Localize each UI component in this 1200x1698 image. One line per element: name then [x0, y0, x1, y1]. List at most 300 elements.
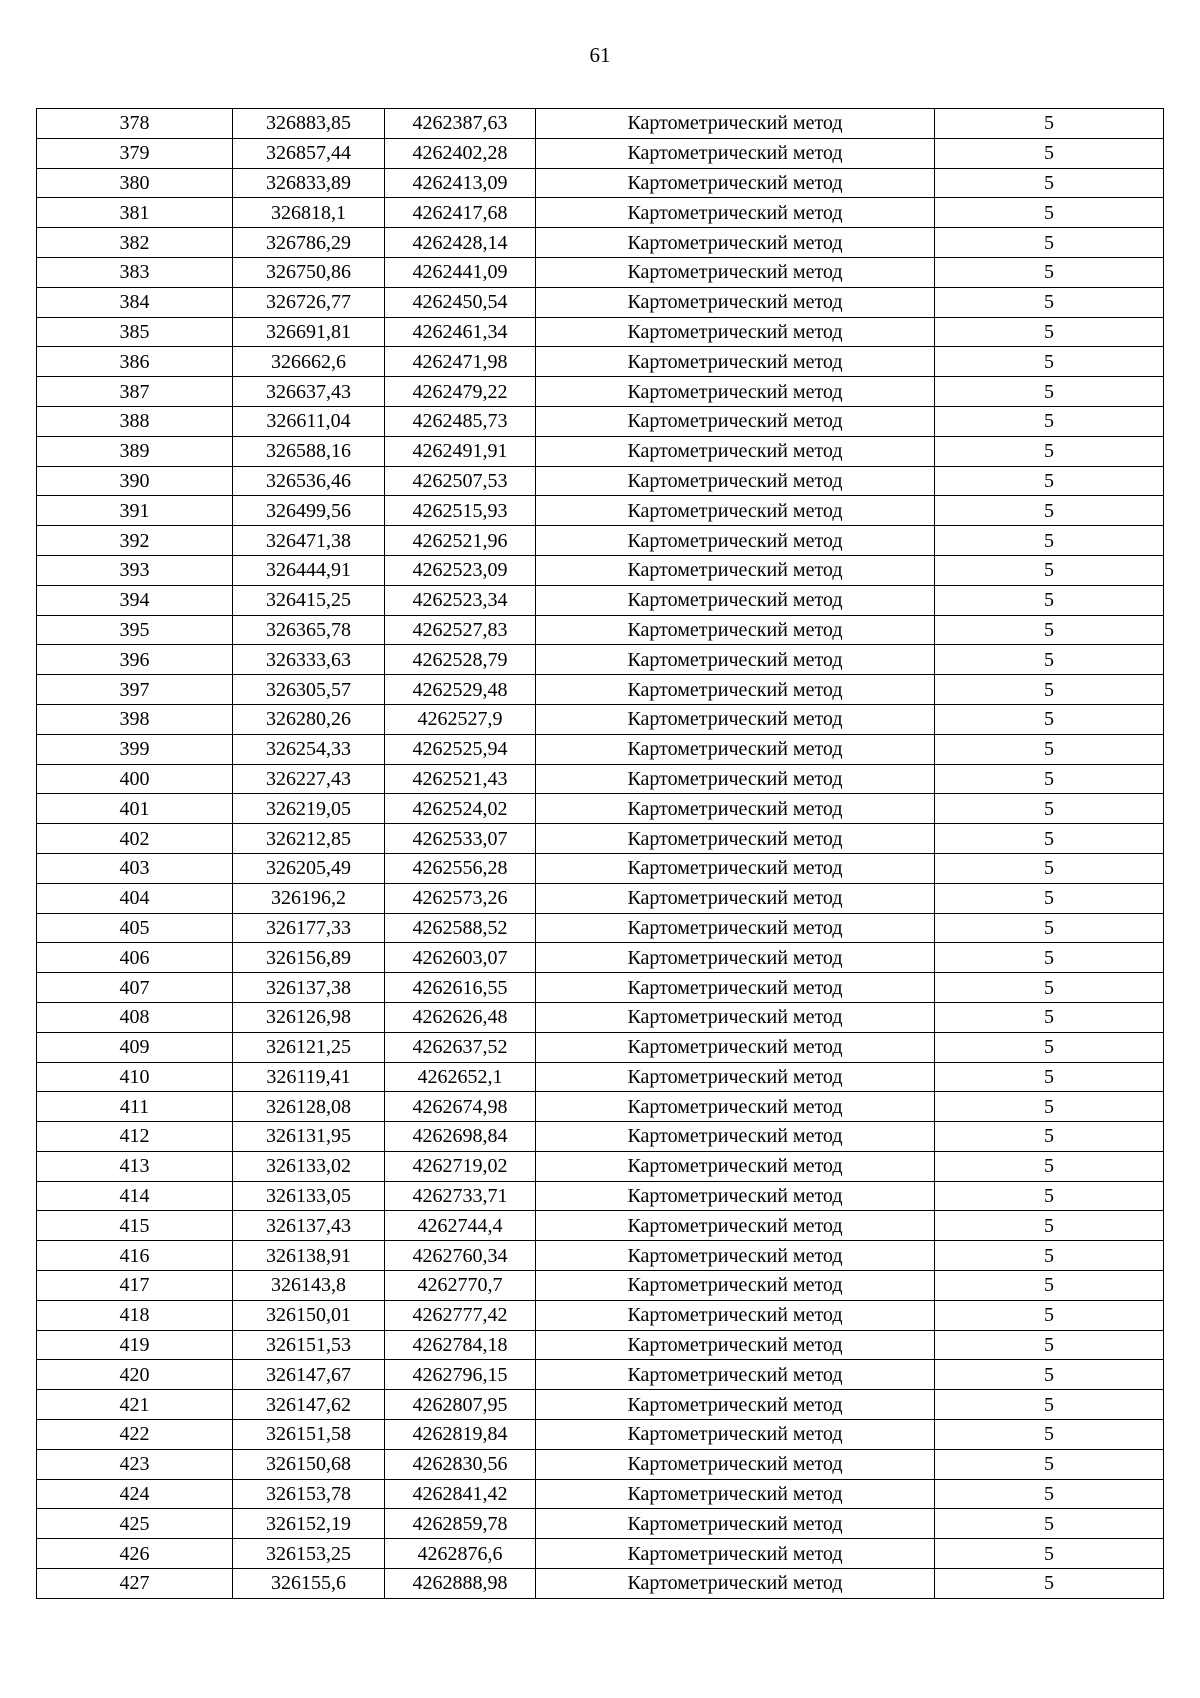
accuracy-cell: 5 [935, 287, 1164, 317]
accuracy-cell: 5 [935, 436, 1164, 466]
x-coordinate-cell: 326153,25 [233, 1539, 385, 1569]
y-coordinate-cell: 4262441,09 [385, 257, 536, 287]
y-coordinate-cell: 4262859,78 [385, 1509, 536, 1539]
accuracy-cell: 5 [935, 615, 1164, 645]
y-coordinate-cell: 4262527,83 [385, 615, 536, 645]
method-cell: Картометрический метод [536, 168, 935, 198]
x-coordinate-cell: 326212,85 [233, 824, 385, 854]
point-number-cell: 403 [37, 853, 233, 883]
accuracy-cell: 5 [935, 853, 1164, 883]
table-row [37, 943, 1164, 973]
x-coordinate-cell: 326227,43 [233, 764, 385, 794]
accuracy-cell: 5 [935, 138, 1164, 168]
y-coordinate-cell: 4262652,1 [385, 1062, 536, 1092]
accuracy-cell: 5 [935, 973, 1164, 1003]
accuracy-cell: 5 [935, 317, 1164, 347]
x-coordinate-cell: 326131,95 [233, 1122, 385, 1152]
method-cell: Картометрический метод [536, 377, 935, 407]
y-coordinate-cell: 4262491,91 [385, 436, 536, 466]
y-coordinate-cell: 4262528,79 [385, 645, 536, 675]
point-number-cell: 425 [37, 1509, 233, 1539]
table-row [37, 1032, 1164, 1062]
table-row [37, 913, 1164, 943]
method-cell: Картометрический метод [536, 764, 935, 794]
x-coordinate-cell: 326155,6 [233, 1569, 385, 1599]
table-row [37, 585, 1164, 615]
point-number-cell: 380 [37, 168, 233, 198]
y-coordinate-cell: 4262515,93 [385, 496, 536, 526]
accuracy-cell: 5 [935, 257, 1164, 287]
x-coordinate-cell: 326156,89 [233, 943, 385, 973]
accuracy-cell: 5 [935, 1330, 1164, 1360]
table-row [37, 853, 1164, 883]
x-coordinate-cell: 326121,25 [233, 1032, 385, 1062]
point-number-cell: 383 [37, 257, 233, 287]
accuracy-cell: 5 [935, 109, 1164, 139]
accuracy-cell: 5 [935, 198, 1164, 228]
y-coordinate-cell: 4262796,15 [385, 1360, 536, 1390]
y-coordinate-cell: 4262819,84 [385, 1420, 536, 1450]
x-coordinate-cell: 326137,38 [233, 973, 385, 1003]
x-coordinate-cell: 326365,78 [233, 615, 385, 645]
x-coordinate-cell: 326818,1 [233, 198, 385, 228]
table-row [37, 883, 1164, 913]
accuracy-cell: 5 [935, 1420, 1164, 1450]
point-number-cell: 408 [37, 1002, 233, 1032]
accuracy-cell: 5 [935, 228, 1164, 258]
accuracy-cell: 5 [935, 377, 1164, 407]
x-coordinate-cell: 326153,78 [233, 1479, 385, 1509]
y-coordinate-cell: 4262841,42 [385, 1479, 536, 1509]
y-coordinate-cell: 4262616,55 [385, 973, 536, 1003]
method-cell: Картометрический метод [536, 496, 935, 526]
point-number-cell: 382 [37, 228, 233, 258]
x-coordinate-cell: 326138,91 [233, 1241, 385, 1271]
point-number-cell: 424 [37, 1479, 233, 1509]
x-coordinate-cell: 326133,05 [233, 1181, 385, 1211]
table-row [37, 1151, 1164, 1181]
point-number-cell: 385 [37, 317, 233, 347]
y-coordinate-cell: 4262760,34 [385, 1241, 536, 1271]
point-number-cell: 401 [37, 794, 233, 824]
point-number-cell: 394 [37, 585, 233, 615]
method-cell: Картометрический метод [536, 1569, 935, 1599]
table-row [37, 257, 1164, 287]
table-row [37, 1300, 1164, 1330]
point-number-cell: 400 [37, 764, 233, 794]
x-coordinate-cell: 326588,16 [233, 436, 385, 466]
point-number-cell: 390 [37, 466, 233, 496]
y-coordinate-cell: 4262698,84 [385, 1122, 536, 1152]
table-row [37, 675, 1164, 705]
table-row [37, 1241, 1164, 1271]
table-row [37, 287, 1164, 317]
table-row [37, 377, 1164, 407]
table-row [37, 168, 1164, 198]
x-coordinate-cell: 326119,41 [233, 1062, 385, 1092]
table-row [37, 734, 1164, 764]
coordinates-table-body [37, 109, 1164, 1599]
table-row [37, 526, 1164, 556]
point-number-cell: 378 [37, 109, 233, 139]
x-coordinate-cell: 326662,6 [233, 347, 385, 377]
y-coordinate-cell: 4262573,26 [385, 883, 536, 913]
x-coordinate-cell: 326147,62 [233, 1390, 385, 1420]
x-coordinate-cell: 326415,25 [233, 585, 385, 615]
table-row [37, 1539, 1164, 1569]
table-row [37, 496, 1164, 526]
method-cell: Картометрический метод [536, 615, 935, 645]
accuracy-cell: 5 [935, 1300, 1164, 1330]
method-cell: Картометрический метод [536, 1062, 935, 1092]
method-cell: Картометрический метод [536, 257, 935, 287]
x-coordinate-cell: 326750,86 [233, 257, 385, 287]
point-number-cell: 410 [37, 1062, 233, 1092]
method-cell: Картометрический метод [536, 198, 935, 228]
accuracy-cell: 5 [935, 526, 1164, 556]
y-coordinate-cell: 4262471,98 [385, 347, 536, 377]
coordinates-table [36, 108, 1164, 1599]
point-number-cell: 387 [37, 377, 233, 407]
accuracy-cell: 5 [935, 1211, 1164, 1241]
x-coordinate-cell: 326133,02 [233, 1151, 385, 1181]
point-number-cell: 419 [37, 1330, 233, 1360]
point-number-cell: 427 [37, 1569, 233, 1599]
method-cell: Картометрический метод [536, 883, 935, 913]
x-coordinate-cell: 326137,43 [233, 1211, 385, 1241]
method-cell: Картометрический метод [536, 1032, 935, 1062]
y-coordinate-cell: 4262485,73 [385, 406, 536, 436]
accuracy-cell: 5 [935, 734, 1164, 764]
x-coordinate-cell: 326128,08 [233, 1092, 385, 1122]
y-coordinate-cell: 4262387,63 [385, 109, 536, 139]
x-coordinate-cell: 326883,85 [233, 109, 385, 139]
y-coordinate-cell: 4262588,52 [385, 913, 536, 943]
table-row [37, 1360, 1164, 1390]
table-row [37, 1420, 1164, 1450]
method-cell: Картометрический метод [536, 1002, 935, 1032]
y-coordinate-cell: 4262876,6 [385, 1539, 536, 1569]
point-number-cell: 396 [37, 645, 233, 675]
method-cell: Картометрический метод [536, 734, 935, 764]
method-cell: Картометрический метод [536, 585, 935, 615]
x-coordinate-cell: 326611,04 [233, 406, 385, 436]
table-row [37, 1330, 1164, 1360]
y-coordinate-cell: 4262733,71 [385, 1181, 536, 1211]
x-coordinate-cell: 326147,67 [233, 1360, 385, 1390]
accuracy-cell: 5 [935, 645, 1164, 675]
method-cell: Картометрический метод [536, 1211, 935, 1241]
accuracy-cell: 5 [935, 1032, 1164, 1062]
table-row [37, 317, 1164, 347]
y-coordinate-cell: 4262807,95 [385, 1390, 536, 1420]
point-number-cell: 384 [37, 287, 233, 317]
x-coordinate-cell: 326637,43 [233, 377, 385, 407]
method-cell: Картометрический метод [536, 555, 935, 585]
point-number-cell: 389 [37, 436, 233, 466]
table-row [37, 109, 1164, 139]
table-row [37, 615, 1164, 645]
table-row [37, 764, 1164, 794]
point-number-cell: 405 [37, 913, 233, 943]
point-number-cell: 413 [37, 1151, 233, 1181]
point-number-cell: 423 [37, 1449, 233, 1479]
x-coordinate-cell: 326536,46 [233, 466, 385, 496]
table-row [37, 138, 1164, 168]
x-coordinate-cell: 326691,81 [233, 317, 385, 347]
point-number-cell: 399 [37, 734, 233, 764]
x-coordinate-cell: 326499,56 [233, 496, 385, 526]
y-coordinate-cell: 4262479,22 [385, 377, 536, 407]
accuracy-cell: 5 [935, 1151, 1164, 1181]
method-cell: Картометрический метод [536, 943, 935, 973]
accuracy-cell: 5 [935, 555, 1164, 585]
accuracy-cell: 5 [935, 794, 1164, 824]
point-number-cell: 386 [37, 347, 233, 377]
point-number-cell: 412 [37, 1122, 233, 1152]
table-row [37, 794, 1164, 824]
x-coordinate-cell: 326196,2 [233, 883, 385, 913]
y-coordinate-cell: 4262719,02 [385, 1151, 536, 1181]
x-coordinate-cell: 326786,29 [233, 228, 385, 258]
method-cell: Картометрический метод [536, 675, 935, 705]
table-row [37, 555, 1164, 585]
method-cell: Картометрический метод [536, 1271, 935, 1301]
point-number-cell: 388 [37, 406, 233, 436]
table-row [37, 1569, 1164, 1599]
accuracy-cell: 5 [935, 883, 1164, 913]
method-cell: Картометрический метод [536, 287, 935, 317]
table-row [37, 1002, 1164, 1032]
method-cell: Картометрический метод [536, 1151, 935, 1181]
y-coordinate-cell: 4262603,07 [385, 943, 536, 973]
point-number-cell: 426 [37, 1539, 233, 1569]
y-coordinate-cell: 4262777,42 [385, 1300, 536, 1330]
x-coordinate-cell: 326305,57 [233, 675, 385, 705]
x-coordinate-cell: 326333,63 [233, 645, 385, 675]
y-coordinate-cell: 4262524,02 [385, 794, 536, 824]
accuracy-cell: 5 [935, 496, 1164, 526]
table-row [37, 1181, 1164, 1211]
accuracy-cell: 5 [935, 1449, 1164, 1479]
accuracy-cell: 5 [935, 1122, 1164, 1152]
point-number-cell: 395 [37, 615, 233, 645]
accuracy-cell: 5 [935, 466, 1164, 496]
method-cell: Картометрический метод [536, 466, 935, 496]
y-coordinate-cell: 4262523,34 [385, 585, 536, 615]
x-coordinate-cell: 326444,91 [233, 555, 385, 585]
accuracy-cell: 5 [935, 168, 1164, 198]
accuracy-cell: 5 [935, 1509, 1164, 1539]
x-coordinate-cell: 326126,98 [233, 1002, 385, 1032]
point-number-cell: 418 [37, 1300, 233, 1330]
accuracy-cell: 5 [935, 585, 1164, 615]
method-cell: Картометрический метод [536, 1509, 935, 1539]
point-number-cell: 414 [37, 1181, 233, 1211]
point-number-cell: 393 [37, 555, 233, 585]
table-row [37, 198, 1164, 228]
table-row [37, 704, 1164, 734]
x-coordinate-cell: 326219,05 [233, 794, 385, 824]
point-number-cell: 417 [37, 1271, 233, 1301]
point-number-cell: 406 [37, 943, 233, 973]
point-number-cell: 398 [37, 704, 233, 734]
point-number-cell: 411 [37, 1092, 233, 1122]
accuracy-cell: 5 [935, 406, 1164, 436]
table-row [37, 1449, 1164, 1479]
table-row [37, 1122, 1164, 1152]
accuracy-cell: 5 [935, 704, 1164, 734]
method-cell: Картометрический метод [536, 1420, 935, 1450]
table-row [37, 1062, 1164, 1092]
x-coordinate-cell: 326151,53 [233, 1330, 385, 1360]
method-cell: Картометрический метод [536, 645, 935, 675]
y-coordinate-cell: 4262521,96 [385, 526, 536, 556]
point-number-cell: 407 [37, 973, 233, 1003]
y-coordinate-cell: 4262626,48 [385, 1002, 536, 1032]
x-coordinate-cell: 326143,8 [233, 1271, 385, 1301]
method-cell: Картометрический метод [536, 406, 935, 436]
method-cell: Картометрический метод [536, 436, 935, 466]
method-cell: Картометрический метод [536, 824, 935, 854]
x-coordinate-cell: 326280,26 [233, 704, 385, 734]
accuracy-cell: 5 [935, 1390, 1164, 1420]
y-coordinate-cell: 4262417,68 [385, 198, 536, 228]
point-number-cell: 422 [37, 1420, 233, 1450]
y-coordinate-cell: 4262770,7 [385, 1271, 536, 1301]
table-row [37, 1390, 1164, 1420]
x-coordinate-cell: 326205,49 [233, 853, 385, 883]
table-row [37, 228, 1164, 258]
x-coordinate-cell: 326857,44 [233, 138, 385, 168]
x-coordinate-cell: 326177,33 [233, 913, 385, 943]
method-cell: Картометрический метод [536, 347, 935, 377]
y-coordinate-cell: 4262461,34 [385, 317, 536, 347]
method-cell: Картометрический метод [536, 1092, 935, 1122]
method-cell: Картометрический метод [536, 109, 935, 139]
method-cell: Картометрический метод [536, 1122, 935, 1152]
method-cell: Картометрический метод [536, 704, 935, 734]
method-cell: Картометрический метод [536, 228, 935, 258]
x-coordinate-cell: 326150,68 [233, 1449, 385, 1479]
point-number-cell: 402 [37, 824, 233, 854]
x-coordinate-cell: 326833,89 [233, 168, 385, 198]
y-coordinate-cell: 4262529,48 [385, 675, 536, 705]
y-coordinate-cell: 4262556,28 [385, 853, 536, 883]
y-coordinate-cell: 4262413,09 [385, 168, 536, 198]
x-coordinate-cell: 326726,77 [233, 287, 385, 317]
y-coordinate-cell: 4262507,53 [385, 466, 536, 496]
table-row [37, 1479, 1164, 1509]
point-number-cell: 420 [37, 1360, 233, 1390]
y-coordinate-cell: 4262744,4 [385, 1211, 536, 1241]
method-cell: Картометрический метод [536, 317, 935, 347]
table-row [37, 1509, 1164, 1539]
accuracy-cell: 5 [935, 1092, 1164, 1122]
y-coordinate-cell: 4262674,98 [385, 1092, 536, 1122]
point-number-cell: 421 [37, 1390, 233, 1420]
y-coordinate-cell: 4262521,43 [385, 764, 536, 794]
table-row [37, 1211, 1164, 1241]
x-coordinate-cell: 326471,38 [233, 526, 385, 556]
method-cell: Картометрический метод [536, 1539, 935, 1569]
y-coordinate-cell: 4262637,52 [385, 1032, 536, 1062]
accuracy-cell: 5 [935, 675, 1164, 705]
point-number-cell: 381 [37, 198, 233, 228]
y-coordinate-cell: 4262525,94 [385, 734, 536, 764]
accuracy-cell: 5 [935, 764, 1164, 794]
method-cell: Картометрический метод [536, 794, 935, 824]
y-coordinate-cell: 4262830,56 [385, 1449, 536, 1479]
method-cell: Картометрический метод [536, 1181, 935, 1211]
method-cell: Картометрический метод [536, 1390, 935, 1420]
method-cell: Картометрический метод [536, 138, 935, 168]
method-cell: Картометрический метод [536, 1360, 935, 1390]
table-row [37, 645, 1164, 675]
point-number-cell: 392 [37, 526, 233, 556]
accuracy-cell: 5 [935, 1539, 1164, 1569]
point-number-cell: 409 [37, 1032, 233, 1062]
method-cell: Картометрический метод [536, 1241, 935, 1271]
table-row [37, 1271, 1164, 1301]
table-row [37, 1092, 1164, 1122]
method-cell: Картометрический метод [536, 853, 935, 883]
point-number-cell: 404 [37, 883, 233, 913]
accuracy-cell: 5 [935, 1002, 1164, 1032]
accuracy-cell: 5 [935, 1479, 1164, 1509]
y-coordinate-cell: 4262402,28 [385, 138, 536, 168]
method-cell: Картометрический метод [536, 1449, 935, 1479]
method-cell: Картометрический метод [536, 1300, 935, 1330]
page-number: 61 [589, 43, 611, 67]
table-row [37, 824, 1164, 854]
accuracy-cell: 5 [935, 824, 1164, 854]
y-coordinate-cell: 4262523,09 [385, 555, 536, 585]
point-number-cell: 379 [37, 138, 233, 168]
table-row [37, 436, 1164, 466]
point-number-cell: 416 [37, 1241, 233, 1271]
y-coordinate-cell: 4262527,9 [385, 704, 536, 734]
table-row [37, 406, 1164, 436]
y-coordinate-cell: 4262428,14 [385, 228, 536, 258]
accuracy-cell: 5 [935, 943, 1164, 973]
accuracy-cell: 5 [935, 1181, 1164, 1211]
x-coordinate-cell: 326152,19 [233, 1509, 385, 1539]
method-cell: Картометрический метод [536, 913, 935, 943]
table-row [37, 973, 1164, 1003]
method-cell: Картометрический метод [536, 1479, 935, 1509]
method-cell: Картометрический метод [536, 1330, 935, 1360]
accuracy-cell: 5 [935, 1271, 1164, 1301]
point-number-cell: 391 [37, 496, 233, 526]
accuracy-cell: 5 [935, 1360, 1164, 1390]
y-coordinate-cell: 4262888,98 [385, 1569, 536, 1599]
accuracy-cell: 5 [935, 347, 1164, 377]
y-coordinate-cell: 4262784,18 [385, 1330, 536, 1360]
accuracy-cell: 5 [935, 1062, 1164, 1092]
x-coordinate-cell: 326151,58 [233, 1420, 385, 1450]
method-cell: Картометрический метод [536, 526, 935, 556]
y-coordinate-cell: 4262533,07 [385, 824, 536, 854]
point-number-cell: 397 [37, 675, 233, 705]
accuracy-cell: 5 [935, 913, 1164, 943]
table-row [37, 347, 1164, 377]
accuracy-cell: 5 [935, 1569, 1164, 1599]
y-coordinate-cell: 4262450,54 [385, 287, 536, 317]
method-cell: Картометрический метод [536, 973, 935, 1003]
point-number-cell: 415 [37, 1211, 233, 1241]
x-coordinate-cell: 326150,01 [233, 1300, 385, 1330]
